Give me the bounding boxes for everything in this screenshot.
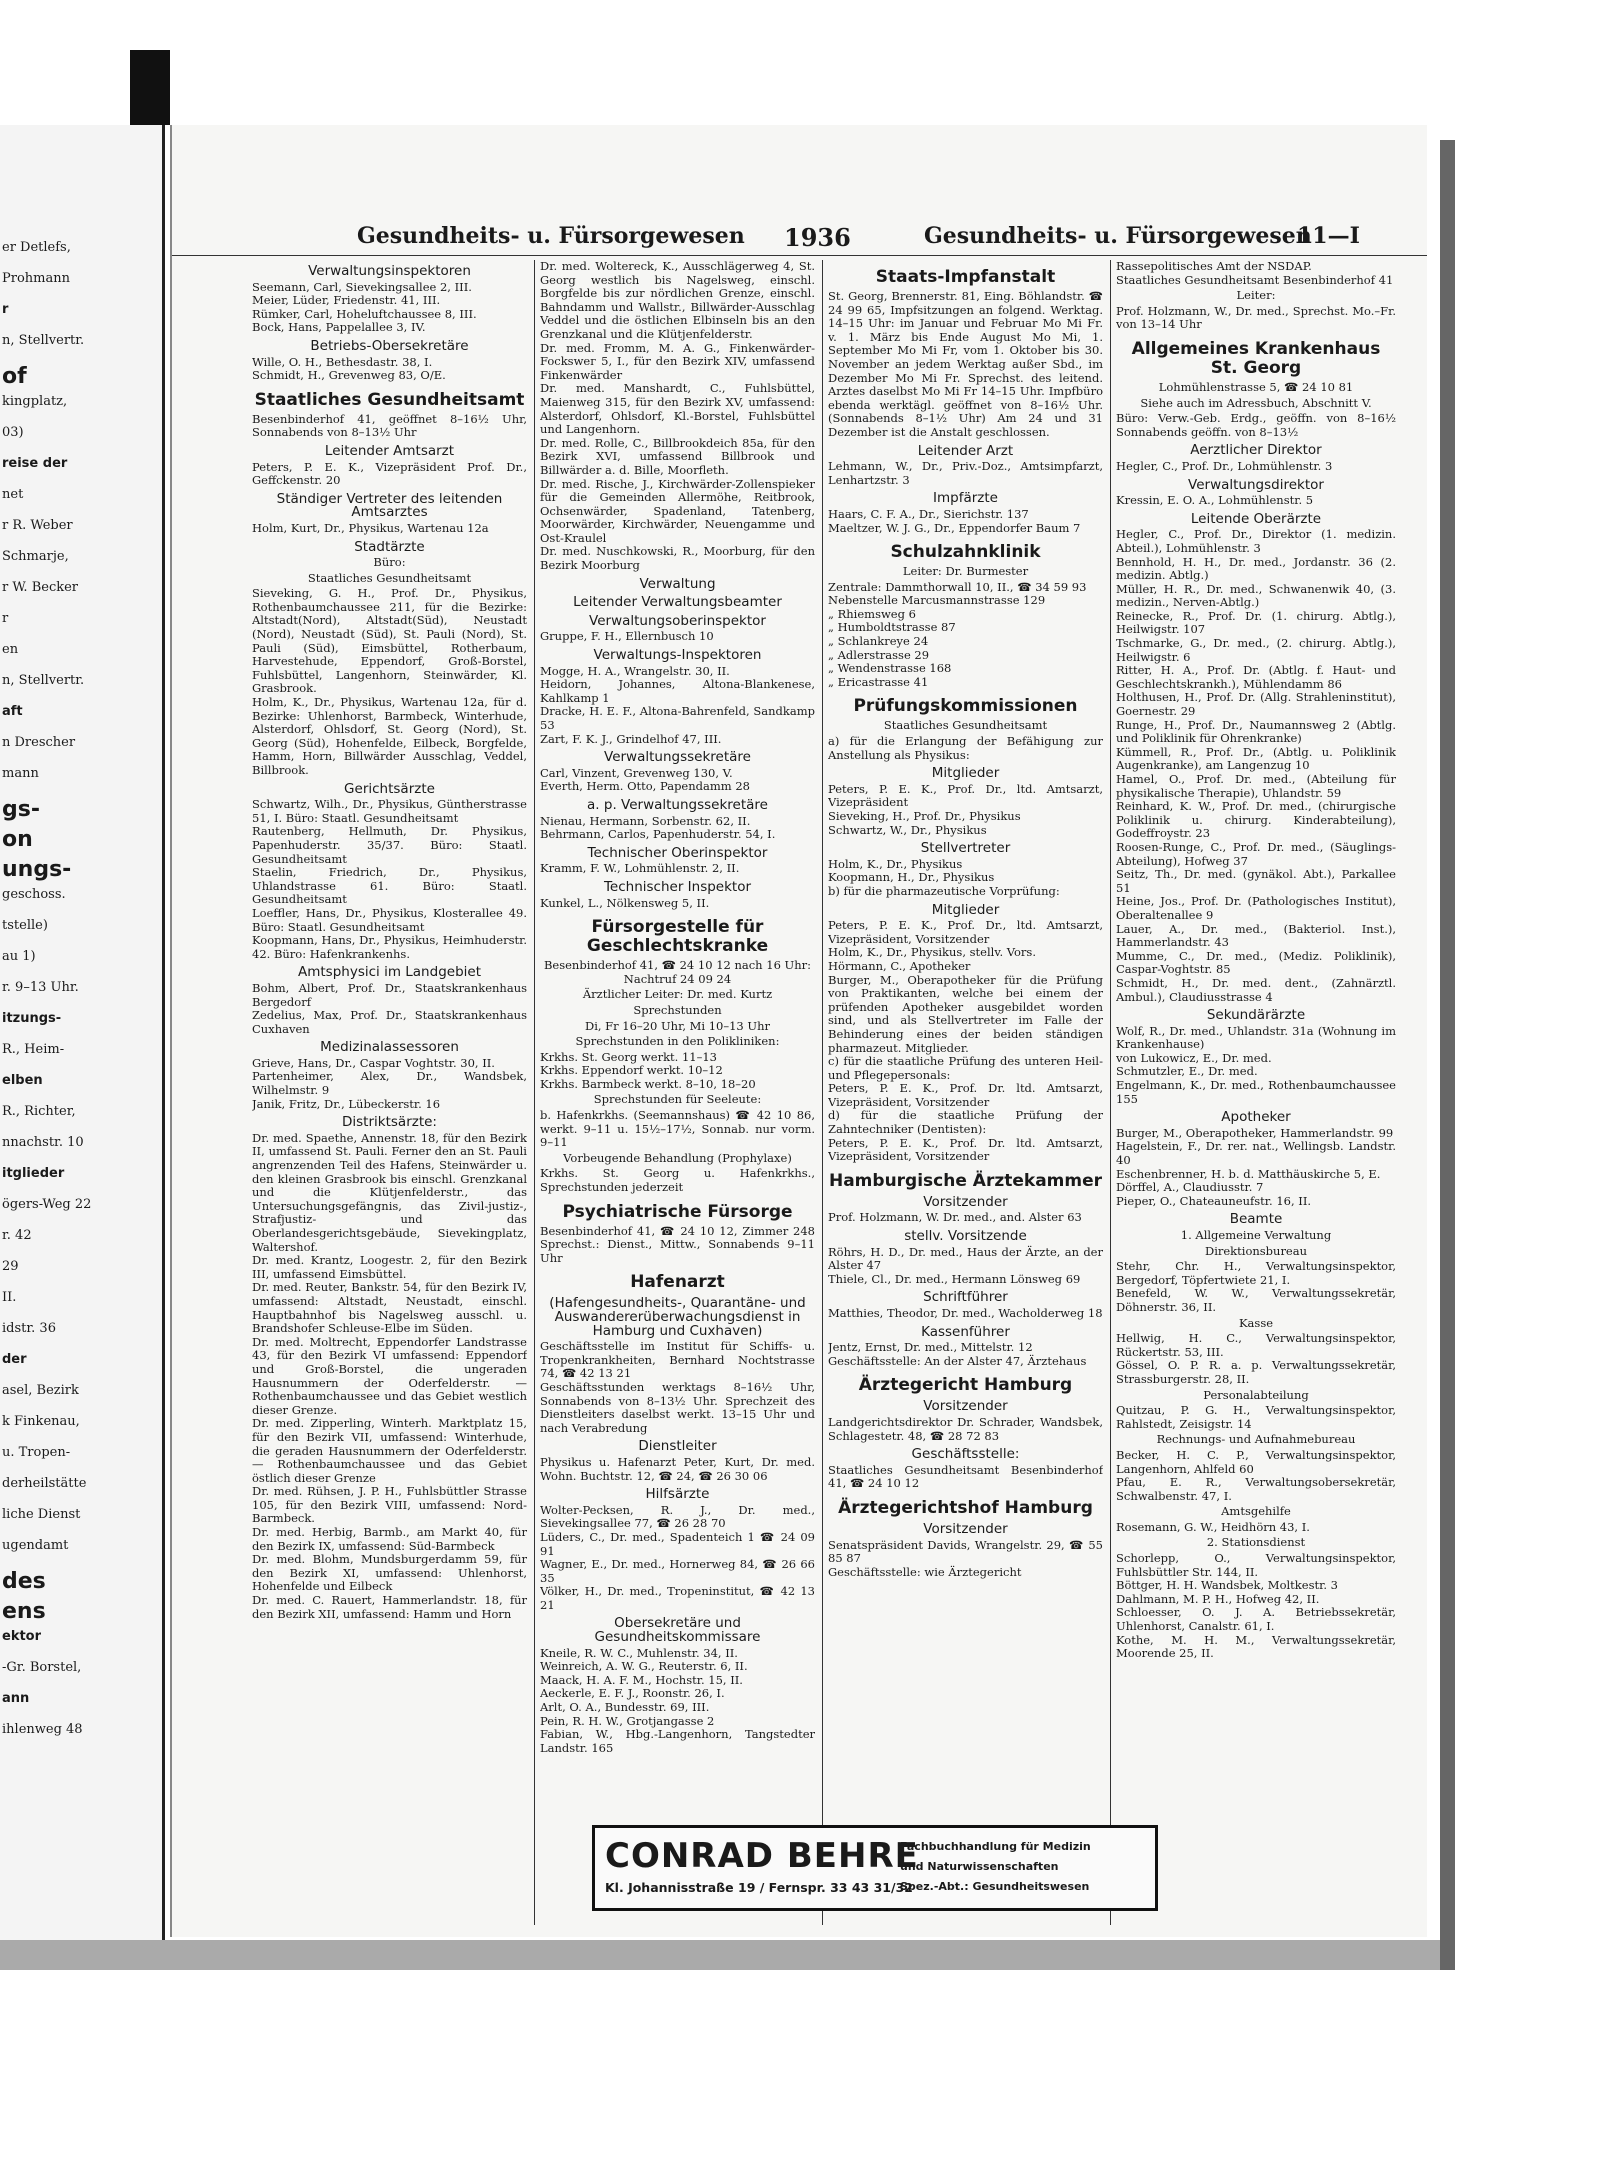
column-divider bbox=[822, 260, 823, 1925]
fragment-line: reise der bbox=[2, 456, 68, 471]
directory-entry: Besenbinderhof 41, geöffnet 8–16½ Uhr, Sonnabends von 8–13½ Uhr bbox=[252, 411, 527, 440]
directory-entry: Hegler, C., Prof. Dr., Lohmühlenstr. 3 bbox=[1116, 458, 1333, 473]
section-heading: Leitende Oberärzte bbox=[1190, 510, 1322, 527]
directory-entry: Schloesser, O. J. A. Betriebssekretär, Uhlenhorst, Canalstr. 61, I. bbox=[1116, 1605, 1396, 1634]
fragment-line: r W. Becker bbox=[2, 580, 79, 595]
directory-entry: Loeffler, Hans, Dr., Physikus, Klosterallee 49. Büro: Staatl. Gesundheitsamt bbox=[252, 905, 527, 934]
section-heading: Leitender Amtsarzt bbox=[324, 442, 455, 459]
section-heading: Ärztegericht Hamburg bbox=[858, 1375, 1073, 1396]
directory-entry: Reinecke, R., Prof. Dr. (1. chirurg. Abtlg.), Heilwigstr. 107 bbox=[1116, 608, 1396, 637]
fragment-line: en bbox=[2, 642, 19, 657]
directory-entry: Dr. med. Nuschkowski, R., Moorburg, für den Bezirk Moorburg bbox=[540, 544, 815, 573]
section-note: Direktionsbureau bbox=[1204, 1243, 1308, 1258]
directory-entry: Lehmann, W., Dr., Priv.-Doz., Amtsimpfarzt, Lenhartzstr. 3 bbox=[828, 459, 1103, 487]
section-heading: Hamburgische Ärztekammer bbox=[828, 1170, 1103, 1191]
section-heading: Stadtärzte bbox=[354, 538, 425, 555]
section-heading: Vorsitzender bbox=[923, 1398, 1008, 1415]
directory-entry: Peters, P. E. K., Prof. Dr., ltd. Amtsarzt, Vizepräsident, Vorsitzender bbox=[828, 918, 1103, 946]
directory-entry: Rümker, Carl, Hoheluftchaussee 8, III. bbox=[252, 306, 477, 321]
directory-entry: Pieper, O., Chateauneufstr. 16, II. bbox=[1116, 1193, 1312, 1208]
section-heading: Verwaltungsoberinspektor bbox=[589, 612, 766, 629]
directory-entry: Kramm, F. W., Lohmühlenstr. 2, II. bbox=[540, 861, 740, 876]
section-heading: Verwaltung bbox=[639, 575, 716, 592]
section-heading: Technischer Inspektor bbox=[603, 878, 752, 895]
section-heading: Ständiger Vertreter des leitenden Amtsarztes bbox=[276, 490, 503, 521]
directory-entry: Aeckerle, E. F. J., Roonstr. 26, I. bbox=[540, 1686, 725, 1701]
section-heading: (Hafengesundheits-, Quarantäne- und Auswandererüberwachungsdienst in Hamburg und Cuxhaven) bbox=[549, 1295, 806, 1339]
directory-entry: Dr. med. Zipperling, Winterh. Marktplatz 15, für den Bezirk VII, umfassend: Winterhude, die geraden Hausnummern der Oderfelderstr. — Rothenbaumchaussee und das Gebiet östlich dieser Grenze bbox=[252, 1416, 527, 1485]
directory-entry: Dr. med. C. Rauert, Hammerlandstr. 18, für den Bezirk XII, umfassend: Hamm und Horn bbox=[252, 1593, 527, 1621]
section-heading: Beamte bbox=[1229, 1211, 1283, 1228]
directory-entry: Krkhs. Barmbeck werkt. 8–10, 18–20 bbox=[540, 1076, 756, 1091]
fragment-line: n, Stellvertr. bbox=[2, 673, 85, 688]
fragment-line: R., Heim- bbox=[2, 1042, 65, 1057]
fragment-line: r bbox=[2, 302, 9, 317]
directory-entry: Hamel, O., Prof. Dr. med., (Abteilung für physikalische Therapie), Uhlandstr. 59 bbox=[1116, 772, 1396, 800]
directory-entry: Eschenbrenner, H. b. d. Matthäuskirche 5, E. bbox=[1116, 1166, 1381, 1181]
directory-entry: Dr. med. Rühsen, J. P. H., Fuhlsbüttler Strasse 105, für den Bezirk VIII, umfassend: Nord-Barmbeck. bbox=[252, 1484, 527, 1526]
directory-entry: Thiele, Cl., Dr. med., Hermann Lönsweg 69 bbox=[828, 1271, 1081, 1286]
directory-entry: Dr. med. Rolle, C., Billbrookdeich 85a, für den Bezirk XVI, umfassend Billbrook und Billwärder a. d. Bille, Moorfleth. bbox=[540, 435, 815, 477]
section-note: Besenbinderhof 41, ☎ 24 10 12 nach 16 Uhr: Nachtruf 24 09 24 bbox=[543, 958, 812, 986]
directory-entry: „ Rhiemsweg 6 bbox=[828, 606, 916, 621]
directory-entry: Krkhs. Eppendorf werkt. 10–12 bbox=[540, 1063, 723, 1078]
directory-entry: Geschäftsstelle im Institut für Schiffs- u. Tropenkrankheiten, Bernhard Nochtstrasse 74, ☎ 42 13 21 bbox=[540, 1339, 815, 1381]
directory-entry: Holm, K., Dr., Physikus, stellv. Vors. bbox=[828, 945, 1036, 960]
directory-entry: Holthusen, H., Prof. Dr. (Allg. Strahleninstitut), Goernestr. 29 bbox=[1116, 690, 1396, 719]
section-heading: Schulzahnklinik bbox=[890, 542, 1041, 563]
section-note: Ärztlicher Leiter: Dr. med. Kurtz bbox=[582, 987, 773, 1002]
fragment-line: des bbox=[2, 1569, 46, 1594]
directory-entry: Reinhard, K. W., Prof. Dr. med., (chirurgische Poliklinik u. chirurg. Kinderabteilung), Godeffroystr. 23 bbox=[1116, 799, 1396, 841]
directory-entry: Seitz, Th., Dr. med. (gynäkol. Abt.), Parkallee 51 bbox=[1116, 867, 1396, 895]
directory-entry: „ Adlerstrasse 29 bbox=[828, 647, 930, 662]
directory-entry: Schmidt, H., Grevenweg 83, O/E. bbox=[252, 368, 446, 383]
directory-entry: Dörffel, A., Claudiusstr. 7 bbox=[1116, 1180, 1264, 1195]
column-4 bbox=[1116, 260, 1396, 1930]
directory-entry: „ Wendenstrasse 168 bbox=[828, 661, 952, 676]
directory-entry: Geschäftsstelle: wie Ärztegericht bbox=[828, 1564, 1022, 1579]
directory-entry: Völker, H., Dr. med., Tropeninstitut, ☎ 42 13 21 bbox=[540, 1584, 815, 1612]
directory-entry: Sieveking, G. H., Prof. Dr., Physikus, Rothenbaumchaussee 211, für die Bezirke: Altstadt(Nord), Altstadt(Süd), Neustadt (Nord), Neustadt (Süd), St. Pauli (Nord), St. Pauli (Süd), Eimsbüttel, Rotherbaum, Harvestehude, Eppendorf, Groß-Borstel, Fuhlsbüttel, Langenhorn, Steinwärder, Kl. Grasbrook. bbox=[252, 586, 527, 696]
section-heading: Amtsphysici im Landgebiet bbox=[298, 964, 481, 981]
fragment-line: gs- bbox=[2, 797, 40, 822]
section-note: Di, Fr 16–20 Uhr, Mi 10–13 Uhr bbox=[584, 1018, 771, 1033]
directory-entry: Pfau, E. R., Verwaltungsobersekretär, Schwalbenstr. 47, I. bbox=[1116, 1475, 1396, 1503]
directory-page bbox=[170, 125, 1427, 1937]
page-number: 11—I bbox=[1297, 223, 1360, 249]
directory-entry: Fabian, W., Hbg.-Langenhorn, Tangstedter Landstr. 165 bbox=[540, 1727, 815, 1755]
fragment-line: aft bbox=[2, 704, 23, 719]
directory-entry: Meier, Lüder, Friedenstr. 41, III. bbox=[252, 293, 441, 308]
directory-entry: „ Humboldtstrasse 87 bbox=[828, 620, 956, 635]
fragment-line: ann bbox=[2, 1691, 30, 1706]
section-note: Leiter: Dr. Burmester bbox=[902, 564, 1029, 579]
directory-entry: Lauer, A., Dr. med., (Bakteriol. Inst.), Hammerlandstr. 43 bbox=[1116, 921, 1396, 950]
directory-entry: Dr. med. Moltrecht, Eppendorfer Landstrasse 43, für den Bezirk VI umfassend: Eppendorf und Groß-Borstel, die ungeraden Hausnummern der Oderfelderstr. — Rothenbaumchaussee und das Gebiet westlich dieser Grenze. bbox=[252, 1334, 527, 1417]
scan-edge-bottom bbox=[0, 1940, 1440, 1970]
directory-entry: „ Schlankreye 24 bbox=[828, 634, 929, 649]
directory-entry: Behrmann, Carlos, Papenhuderstr. 54, I. bbox=[540, 827, 776, 842]
section-heading: Gerichtsärzte bbox=[344, 780, 435, 797]
fragment-line: itglieder bbox=[2, 1166, 65, 1181]
fragment-line: ektor bbox=[2, 1629, 42, 1644]
directory-entry: d) für die staatliche Prüfung der Zahntechniker (Dentisten): bbox=[828, 1108, 1103, 1137]
directory-entry: Burger, M., Oberapotheker für die Prüfung von Praktikanten, welche bei einem der prüfenden Apotheker ausgebildet worden sind, und als Stellvertreter im Falle der Behinderung eines der beiden ständigen pharmazeut. Mitglieder. bbox=[828, 972, 1103, 1055]
fragment-line: Schmarje, bbox=[2, 549, 69, 564]
directory-entry: Krkhs. St. Georg werkt. 11–13 bbox=[540, 1049, 717, 1064]
directory-entry: Dr. med. Fromm, M. A. G., Finkenwärder-Fockswег 5, I., für den Bezirk XIV, umfassend Finkenwärder bbox=[540, 340, 815, 382]
section-heading: Fürsorgestelle für Geschlechtskranke bbox=[586, 917, 769, 957]
directory-entry: Wolf, R., Dr. med., Uhlandstr. 31a (Wohnung im Krankenhause) bbox=[1116, 1023, 1396, 1052]
directory-entry: Becker, H. C. P., Verwaltungsinspektor, Langenhorn, Ahlfeld 60 bbox=[1116, 1447, 1396, 1476]
fragment-line: n, Stellvertr. bbox=[2, 333, 85, 348]
section-heading: Verwaltungs-Inspektoren bbox=[593, 647, 762, 664]
section-heading: Hafenarzt bbox=[630, 1272, 725, 1293]
fragment-line: mann bbox=[2, 766, 39, 781]
section-heading: Verwaltungssekretäre bbox=[604, 749, 751, 766]
directory-entry: Büro: Verw.-Geb. Erdg., geöffn. von 8–16½ Sonnabends geöffn. von 8–13½ bbox=[1116, 411, 1396, 439]
scan-border-top bbox=[0, 0, 1600, 50]
section-heading: Allgemeines Krankenhaus St. Georg bbox=[1131, 338, 1381, 378]
directory-entry: Geschäftsstunden werktags 8–16½ Uhr, Sonnabends von 8–13½ Uhr. Sprechzeit des Dienstleiters daselbst werkt. 13–15 Uhr und nach Verabredung bbox=[540, 1379, 815, 1435]
directory-entry: Tschmarke, G., Dr. med., (2. chirurg. Abtlg.), Heilwigstr. 6 bbox=[1116, 636, 1396, 664]
fragment-line: ihlenweg 48 bbox=[2, 1722, 83, 1737]
section-heading: a. p. Verwaltungssekretäre bbox=[587, 796, 768, 813]
directory-entry: Dr. med. Spaethe, Annenstr. 18, für den Bezirk II, umfassend St. Pauli. Ferner den an St. Pauli angrenzenden Teil des Hafens, Steinwärder u. den kleinen Grasbrook bis einschl. Grenzkanal und die Klütjenfelderstr., das Untersuchungsgefängnis, das Zivil-justiz-, Strafjustiz- und das Oberlandesgerichtsgebäude, Sievekingplatz, Waltershof. bbox=[252, 1130, 527, 1254]
fragment-line: er Detlefs, bbox=[2, 240, 71, 255]
fragment-line: Prohmann bbox=[2, 271, 70, 286]
fragment-line: 29 bbox=[2, 1259, 19, 1274]
directory-entry: Benefeld, W. W., Verwaltungssekretär, Döhnerstr. 36, II. bbox=[1116, 1286, 1396, 1314]
fragment-line: tstelle) bbox=[2, 918, 48, 933]
directory-entry: Dracke, H. E. F., Altona-Bahrenfeld, Sandkamp 53 bbox=[540, 704, 815, 732]
header-right-title: Gesundheits- u. Fürsorgewesen bbox=[924, 223, 1312, 249]
fragment-line: -Gr. Borstel, bbox=[2, 1660, 82, 1675]
directory-entry: Hagelstein, F., Dr. rer. nat., Wellingsb. Landstr. 40 bbox=[1116, 1139, 1396, 1168]
directory-entry: Staelin, Friedrich, Dr., Physikus, Uhlandstrasse 61. Büro: Staatl. Gesundheitsamt bbox=[252, 865, 527, 907]
directory-entry: Peters, P. E. K., Prof. Dr. ltd. Amtsarzt, Vizepräsident, Vorsitzender bbox=[828, 1081, 1103, 1109]
directory-entry: Staatliches Gesundheitsamt Besenbinderhof 41, ☎ 24 10 12 bbox=[828, 1462, 1103, 1491]
directory-entry: Dr. med. Manshardt, C., Fuhlsbüttel, Maienweg 315, für den Bezirk XV, umfassend: Alsterdorf, Ohlsdorf, Kl.-Borstel, Fuhlsbüttel und Langenhorn. bbox=[540, 381, 815, 437]
fragment-line: geschoss. bbox=[2, 887, 66, 902]
section-note: Rechnungs- und Aufnahmebureau bbox=[1156, 1432, 1356, 1447]
directory-entry: Bohm, Albert, Prof. Dr., Staatskrankenhaus Bergedorf bbox=[252, 980, 527, 1009]
directory-entry: Rosemann, G. W., Heidhörn 43, I. bbox=[1116, 1519, 1310, 1534]
fragment-line: ungs- bbox=[2, 857, 72, 882]
column-2 bbox=[540, 260, 815, 1930]
section-note: Staatliches Gesundheitsamt bbox=[883, 718, 1048, 733]
fragment-line: n Drescher bbox=[2, 735, 76, 750]
directory-entry: Holm, K., Dr., Physikus bbox=[828, 856, 963, 871]
directory-entry: Arlt, O. A., Bundesstr. 69, III. bbox=[540, 1700, 710, 1715]
directory-entry: Rautenberg, Hellmuth, Dr. Physikus, Papenhuderstr. 35/37. Büro: Staatl. Gesundheitsamt bbox=[252, 824, 527, 866]
directory-entry: Schwartz, W., Dr., Physikus bbox=[828, 822, 987, 837]
fragment-line: 03) bbox=[2, 425, 24, 440]
directory-entry: Zart, F. K. J., Grindelhof 47, III. bbox=[540, 731, 722, 746]
fragment-line: R., Richter, bbox=[2, 1104, 76, 1119]
fragment-line: r bbox=[2, 611, 9, 626]
fragment-line: k Finkenau, bbox=[2, 1414, 80, 1429]
directory-entry: Hegler, C., Prof. Dr., Direktor (1. medizin. Abteil.), Lohmühlenstr. 3 bbox=[1116, 527, 1396, 555]
directory-entry: a) für die Erlangung der Befähigung zur Anstellung als Physikus: bbox=[828, 734, 1103, 762]
fragment-line: r. 42 bbox=[2, 1228, 32, 1243]
directory-entry: Wagner, E., Dr. med., Hornerweg 84, ☎ 26 66 35 bbox=[540, 1557, 815, 1585]
column-3 bbox=[828, 260, 1103, 1930]
section-note: Personalabteilung bbox=[1203, 1387, 1309, 1402]
fragment-line: r R. Weber bbox=[2, 518, 73, 533]
section-heading: Aerztlicher Direktor bbox=[1190, 442, 1322, 459]
directory-entry: Senatspräsident Davids, Wrangelstr. 29, ☎ 55 85 87 bbox=[828, 1537, 1103, 1566]
directory-entry: Matthies, Theodor, Dr. med., Wacholderweg 18 bbox=[828, 1306, 1103, 1320]
directory-entry: Peters, P. E. K., Prof. Dr. ltd. Amtsarzt, Vizepräsident, Vorsitzender bbox=[828, 1135, 1103, 1164]
section-heading: Verwaltungsinspektoren bbox=[308, 263, 471, 279]
section-note: Büro: bbox=[373, 555, 406, 570]
fragment-line: derheilstätte bbox=[2, 1476, 87, 1491]
directory-entry: c) für die staatliche Prüfung des unteren Heil- und Pflegepersonals: bbox=[828, 1054, 1103, 1082]
page-header bbox=[172, 215, 1427, 256]
fragment-line: u. Tropen- bbox=[2, 1445, 71, 1460]
directory-entry: Janik, Fritz, Dr., Lübeckerstr. 16 bbox=[252, 1096, 441, 1111]
fragment-line: net bbox=[2, 487, 24, 502]
scan-edge-right bbox=[1440, 140, 1455, 1970]
directory-entry: St. Georg, Brennerstr. 81, Eing. Böhlandstr. ☎ 24 99 65, Impfsitzungen an folgend. Werktag. 14–15 Uhr: im Januar und Februar Mo Mi Fr. v. 1. März bis Ende August Mo Mi, 1. September Mo Mi Fr, vom 1. Oktober bis 30. November an jedem Werktag außer Sbd., im Dezember Mo Mi Fr. Sprechst. des leitend. Arztes daselbst Mo Mi Fr 14–15 Uhr. Impfbüro ebenda werktägl. geöffnet von 8–16½ Uhr. (Sonnabends 8–1½ Uhr) Am 24 und 31 Dezember ist die Anstalt geschlossen. bbox=[828, 289, 1103, 439]
directory-entry: Heine, Jos., Prof. Dr. (Pathologisches Institut), Oberaltenallee 9 bbox=[1116, 894, 1396, 922]
directory-entry: Weinreich, A. W. G., Reuterstr. 6, II. bbox=[540, 1659, 748, 1674]
directory-entry: Everth, Herm. Otto, Papendamm 28 bbox=[540, 779, 750, 794]
directory-entry: Gruppe, F. H., Ellernbusch 10 bbox=[540, 629, 714, 644]
fragment-line: nnachstr. 10 bbox=[2, 1135, 84, 1150]
directory-entry: Seemann, Carl, Sievekingsallee 2, III. bbox=[252, 279, 472, 294]
directory-entry: Zedelius, Max, Prof. Dr., Staatskrankenhaus Cuxhaven bbox=[252, 1008, 527, 1036]
directory-entry: Heidorn, Johannes, Altona-Blankenese, Kahlkamp 1 bbox=[540, 677, 815, 705]
directory-entry: Dr. med. Rische, J., Kirchwärder-Zollenspieker für die Gemeinden Allermöhe, Reitbrook, Ochsenwärder, Spadenland, Tatenberg, Moorwärder, Kirchwärder, Neuengamme und Ost-Kraulel bbox=[540, 476, 815, 545]
directory-entry: Zentrale: Dammthorwall 10, II., ☎ 34 59 93 bbox=[828, 579, 1087, 594]
directory-entry: Hörmann, C., Apotheker bbox=[828, 958, 971, 973]
directory-entry: „ Ericastrasse 41 bbox=[828, 674, 929, 689]
directory-entry: Böttger, H. H. Wandsbek, Moltkestr. 3 bbox=[1116, 1578, 1338, 1593]
section-heading: Geschäftsstelle: bbox=[911, 1446, 1020, 1463]
section-heading: Vorsitzender bbox=[923, 1193, 1008, 1210]
section-heading: Verwaltungsdirektor bbox=[1188, 476, 1324, 493]
directory-entry: Sieveking, H., Prof. Dr., Physikus bbox=[828, 809, 1021, 823]
directory-entry: Haars, C. F. A., Dr., Sierichstr. 137 bbox=[828, 506, 1029, 521]
directory-entry: Gössel, O. P. R. a. p. Verwaltungssekretär, Strassburgerstr. 28, II. bbox=[1116, 1358, 1396, 1386]
directory-entry: Carl, Vinzent, Grevenweg 130, V. bbox=[540, 765, 733, 780]
section-heading: Hilfsärzte bbox=[645, 1486, 710, 1503]
directory-entry: Dr. med. Blohm, Mundsburgerdamm 59, für den Bezirk XI, umfassend: Uhlenhorst, Hohenfelde und Eilbeck bbox=[252, 1552, 527, 1594]
directory-entry: Kressin, E. O. A., Lohmühlenstr. 5 bbox=[1116, 493, 1314, 508]
directory-entry: Dr. med. Woltereck, K., Ausschlägerweg 4, St. Georg westlich bis Nagelsweg, einschl. Borgfelde bis zur nördlichen Grenze, einschl. Bahndamm und Wallstr., Billwärder-Ausschlag Veddel und die östlichen Elbinseln bis an den Grenzkanal und die Klütjenfelderstr. bbox=[540, 260, 815, 341]
directory-entry: Pein, R. H. W., Grotjangasse 2 bbox=[540, 1713, 715, 1728]
directory-entry: Dahlmann, M. P. H., Hofweg 42, II. bbox=[1116, 1591, 1320, 1606]
header-left-title: Gesundheits- u. Fürsorgewesen bbox=[357, 223, 745, 249]
column-divider bbox=[534, 260, 535, 1925]
advertisement-conrad-behre bbox=[592, 1825, 1158, 1911]
directory-entry: Nienau, Hermann, Sorbenstr. 62, II. bbox=[540, 813, 751, 828]
directory-entry: Hellwig, H. C., Verwaltungsinspektor, Rückertstr. 53, III. bbox=[1116, 1331, 1396, 1359]
header-year: 1936 bbox=[784, 223, 851, 252]
section-heading: Leitender Arzt bbox=[917, 442, 1014, 459]
directory-entry: Kümmell, R., Prof. Dr., (Abtlg. u. Poliklinik Augenkranke), am Langenzug 10 bbox=[1116, 744, 1396, 773]
fragment-line: au 1) bbox=[2, 949, 36, 964]
directory-entry: Dr. med. Reuter, Bankstr. 54, für den Bezirk IV, umfassend: Altstadt, Neustadt, einschl. Hauptbahnhof bis Nagelsweg ausschl. u. Brandshofer Schleuse-Elbe im Süden. bbox=[252, 1280, 527, 1336]
section-heading: Psychiatrische Fürsorge bbox=[562, 1201, 793, 1222]
directory-entry: Rassepolitisches Amt der NSDAP. bbox=[1116, 260, 1312, 273]
directory-entry: Mogge, H. A., Wrangelstr. 30, II. bbox=[540, 663, 730, 678]
directory-entry: Müller, H. R., Dr. med., Schwanenwik 40, (3. medizin., Nerven-Abtlg.) bbox=[1116, 581, 1396, 610]
column-divider bbox=[1110, 260, 1111, 1925]
directory-entry: Schwartz, Wilh., Dr., Physikus, Güntherstrasse 51, I. Büro: Staatl. Gesundheitsamt bbox=[252, 797, 527, 825]
ad-company-name: CONRAD BEHRE bbox=[605, 1836, 919, 1876]
fragment-line: ens bbox=[2, 1599, 46, 1624]
section-note: Kasse bbox=[1238, 1315, 1274, 1330]
directory-entry: Krkhs. St. Georg u. Hafenkrkhs., Sprechstunden jederzeit bbox=[540, 1166, 815, 1195]
fragment-line: of bbox=[2, 364, 27, 389]
section-heading: Medizinalassessoren bbox=[320, 1039, 459, 1056]
directory-entry: Peters, P. E. K., Prof. Dr., ltd. Amtsarzt, Vizepräsident bbox=[828, 781, 1103, 810]
section-heading: Distriktsärzte: bbox=[342, 1114, 437, 1131]
directory-entry: Maeltzer, W. J. G., Dr., Eppendorfer Baum 7 bbox=[828, 520, 1081, 535]
fragment-line: ögers-Weg 22 bbox=[2, 1197, 92, 1212]
section-heading: Stellvertreter bbox=[920, 840, 1011, 857]
ad-address: Kl. Johannisstraße 19 / Fernspr. 33 43 31/32 bbox=[605, 1880, 913, 1895]
directory-entry: Stehr, Chr. H., Verwaltungsinspektor, Bergedorf, Töpfertwiete 21, I. bbox=[1116, 1259, 1396, 1287]
fragment-line: liche Dienst bbox=[2, 1507, 81, 1522]
section-heading: Leitender Verwaltungsbeamter bbox=[573, 594, 782, 611]
section-heading: Staatliches Gesundheitsamt bbox=[254, 389, 525, 410]
section-note: Leiter: bbox=[1236, 288, 1276, 303]
section-heading: Sekundärärzte bbox=[1206, 1007, 1306, 1024]
directory-entry: Jentz, Ernst, Dr. med., Mittelstr. 12 bbox=[828, 1340, 1033, 1355]
section-note: Amtsgehilfe bbox=[1221, 1504, 1291, 1519]
directory-entry: Dr. med. Krantz, Loogestr. 2, für den Bezirk III, umfassend Eimsbüttel. bbox=[252, 1253, 527, 1281]
section-heading: Schriftführer bbox=[923, 1289, 1008, 1306]
directory-entry: von Lukowicz, E., Dr. med. bbox=[1116, 1050, 1272, 1065]
section-note: Sprechstunden bbox=[633, 1002, 722, 1017]
section-heading: Staats-Impfanstalt bbox=[875, 267, 1056, 287]
directory-entry: Physikus u. Hafenarzt Peter, Kurt, Dr. med. Wohn. Buchtstr. 12, ☎ 24, ☎ 26 30 06 bbox=[540, 1454, 815, 1483]
section-heading: Vorsitzender bbox=[923, 1520, 1008, 1537]
section-note: Sprechstunden in den Polikliniken: bbox=[575, 1034, 780, 1049]
fragment-line: idstr. 36 bbox=[2, 1321, 56, 1336]
directory-entry: Koopmann, H., Dr., Physikus bbox=[828, 870, 995, 885]
directory-entry: b) für die pharmazeutische Vorprüfung: bbox=[828, 883, 1060, 898]
fragment-line: r. 9–13 Uhr. bbox=[2, 980, 79, 995]
fragment-line: elben bbox=[2, 1073, 43, 1088]
directory-entry: Partenheimer, Alex, Dr., Wandsbek, Wilhelmstr. 9 bbox=[252, 1069, 527, 1098]
directory-entry: Dr. med. Herbig, Barmb., am Markt 40, für den Bezirk IX, umfassend: Süd-Barmbeck bbox=[252, 1525, 527, 1553]
previous-page-fragment bbox=[0, 125, 165, 1940]
section-note: Staatliches Gesundheitsamt bbox=[307, 570, 472, 585]
section-heading: Kassenführer bbox=[921, 1323, 1010, 1340]
directory-entry: b. Hafenkrkhs. (Seemannshaus) ☎ 42 10 86, werkt. 9–11 u. 15½–17½, Sonnab. nur vorm. 9–11 bbox=[540, 1108, 815, 1150]
section-note: 2. Stationsdienst bbox=[1206, 1535, 1306, 1550]
directory-entry: Röhrs, H. D., Dr. med., Haus der Ärzte, an der Alster 47 bbox=[828, 1244, 1103, 1273]
directory-entry: Lüders, C., Dr. med., Spadenteich 1 ☎ 24 09 91 bbox=[540, 1529, 815, 1558]
directory-entry: Schorlepp, O., Verwaltungsinspektor, Fuhlsbüttler Str. 144, II. bbox=[1116, 1551, 1396, 1579]
directory-entry: Ritter, H. A., Prof. Dr. (Abtlg. f. Haut- und Geschlechtskrankh.), Mühlendamm 86 bbox=[1116, 663, 1396, 691]
section-heading: Mitglieder bbox=[931, 765, 1000, 782]
directory-entry: Mumme, C., Dr. med., (Mediz. Poliklinik), Caspar-Voghtstr. 85 bbox=[1116, 948, 1396, 977]
directory-entry: Runge, H., Prof. Dr., Naumannsweg 2 (Abtlg. und Poliklinik für Ohrenkranke) bbox=[1116, 717, 1396, 746]
section-heading: Ärztegerichtshof Hamburg bbox=[838, 1497, 1093, 1518]
directory-entry: Kneile, R. W. C., Muhlenstr. 34, II. bbox=[540, 1645, 738, 1660]
directory-entry: Schmidt, H., Dr. med. dent., (Zahnärztl. Ambul.), Claudiusstrasse 4 bbox=[1116, 975, 1396, 1004]
section-heading: Prüfungskommissionen bbox=[853, 696, 1078, 717]
directory-entry: Holm, K., Dr., Physikus, Wartenau 12a, für d. Bezirke: Uhlenhorst, Barmbeck, Winterhude, Alsterdorf, Ohlsdorf, St. Georg (Nord), St. Georg (Süd), Hohenfelde, Eilbeck, Borgfelde, Hamm, Horn, Billwärder Ausschlag, Veddel, Billbrook. bbox=[252, 695, 527, 777]
directory-entry: Bock, Hans, Pappelallee 3, IV. bbox=[252, 320, 426, 335]
directory-entry: Roosen-Runge, C., Prof. Dr. med., (Säuglings-Abteilung), Hofweg 37 bbox=[1116, 839, 1396, 868]
directory-entry: Burger, M., Oberapotheker, Hammerlandstr. 99 bbox=[1116, 1125, 1394, 1140]
section-heading: Obersekretäre und Gesundheitskommissare bbox=[594, 1615, 761, 1646]
directory-entry: Nebenstelle Marcusmannstrasse 129 bbox=[828, 593, 1046, 608]
directory-entry: Holm, Kurt, Dr., Physikus, Wartenau 12a bbox=[252, 520, 489, 535]
directory-entry: Prof. Holzmann, W. Dr. med., and. Alster 63 bbox=[828, 1210, 1082, 1225]
directory-entry: Geschäftsstelle: An der Alster 47, Ärztehaus bbox=[828, 1353, 1087, 1368]
column-1 bbox=[252, 260, 527, 1930]
directory-entry: Staatliches Gesundheitsamt Besenbinderhof 41 bbox=[1116, 272, 1394, 287]
directory-entry: Engelmann, K., Dr. med., Rothenbaumchaussee 155 bbox=[1116, 1078, 1396, 1106]
section-heading: Apotheker bbox=[1221, 1109, 1291, 1126]
directory-entry: Prof. Holzmann, W., Dr. med., Sprechst. Mo.–Fr. von 13–14 Uhr bbox=[1116, 303, 1396, 332]
directory-entry: Besenbinderhof 41, ☎ 24 10 12, Zimmer 248 Sprechst.: Dienst., Mittw., Sonnabends 9–11 Uhr bbox=[540, 1223, 815, 1265]
section-note: 1. Allgemeine Verwaltung bbox=[1180, 1228, 1332, 1242]
section-note: Vorbeugende Behandlung (Prophylaxe) bbox=[563, 1150, 792, 1165]
directory-entry: Maack, H. A. F. M., Hochstr. 15, II. bbox=[540, 1672, 743, 1687]
ad-line-2: und Naturwissenschaften bbox=[900, 1860, 1059, 1873]
directory-entry: Landgerichtsdirektor Dr. Schrader, Wandsbek, Schlagestetr. 48, ☎ 28 72 83 bbox=[828, 1414, 1103, 1443]
directory-entry: Schmutzler, E., Dr. med. bbox=[1116, 1064, 1258, 1079]
fragment-line: der bbox=[2, 1352, 27, 1367]
section-note: Lohmühlenstrasse 5, ☎ 24 10 81 bbox=[1158, 379, 1354, 394]
directory-entry: Kothe, M. H. M., Verwaltungssekretär, Moorende 25, II. bbox=[1116, 1632, 1396, 1661]
fragment-line: ugendamt bbox=[2, 1538, 69, 1553]
directory-entry: Peters, P. E. K., Vizepräsident Prof. Dr., Geffckenstr. 20 bbox=[252, 459, 527, 488]
fragment-line: asel, Bezirk bbox=[2, 1383, 79, 1398]
section-heading: stellv. Vorsitzende bbox=[904, 1228, 1027, 1245]
ad-line-1: Fachbuchhandlung für Medizin bbox=[900, 1840, 1091, 1853]
section-heading: Technischer Oberinspektor bbox=[587, 844, 768, 861]
directory-entry: Kunkel, L., Nölkensweg 5, II. bbox=[540, 895, 710, 910]
fragment-line: itzungs- bbox=[2, 1011, 62, 1026]
directory-entry: Wille, O. H., Bethesdastr. 38, I. bbox=[252, 354, 433, 369]
fragment-line: II. bbox=[2, 1290, 17, 1305]
ad-line-3: Spez.-Abt.: Gesundheitswesen bbox=[900, 1880, 1090, 1893]
fragment-line: kingplatz, bbox=[2, 394, 68, 409]
directory-entry: Quitzau, P. G. H., Verwaltungsinspektor, Rahlstedt, Zeisigstr. 14 bbox=[1116, 1403, 1396, 1431]
section-heading: Mitglieder bbox=[931, 901, 1000, 918]
scan-tab-marker bbox=[130, 50, 170, 125]
section-note: Sprechstunden für Seeleute: bbox=[593, 1092, 762, 1107]
directory-entry: Wolter-Pecksen, R. J., Dr. med., Sievekingsallee 77, ☎ 26 28 70 bbox=[540, 1502, 815, 1531]
directory-entry: Grieve, Hans, Dr., Caspar Voghtstr. 30, II. bbox=[252, 1055, 495, 1070]
directory-entry: Koopmann, Hans, Dr., Physikus, Heimhuderstr. 42. Büro: Hafenkrankenhs. bbox=[252, 933, 527, 961]
section-heading: Betriebs-Obersekretäre bbox=[310, 337, 469, 354]
section-heading: Impfärzte bbox=[933, 490, 998, 507]
fragment-line: on bbox=[2, 827, 33, 852]
section-heading: Dienstleiter bbox=[638, 1438, 717, 1455]
section-note: Siehe auch im Adressbuch, Abschnitt V. bbox=[1140, 395, 1372, 410]
directory-entry: Bennhold, H. H., Dr. med., Jordanstr. 36 (2. medizin. Abtlg.) bbox=[1116, 554, 1396, 583]
